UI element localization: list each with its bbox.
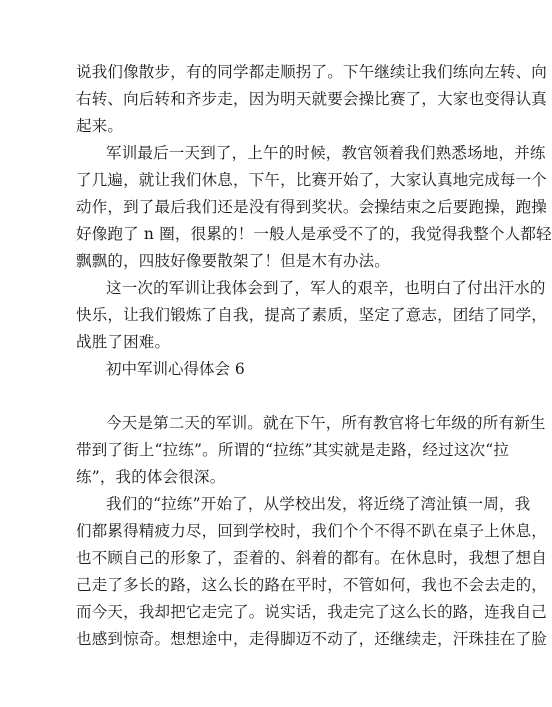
paragraph-line: 而今天，我却把它走完了。说实话，我走完了这么长的路，连我自己 xyxy=(76,603,548,621)
paragraph-line: 了几遍，就让我们休息，下午，比赛开始了，大家认真地完成每一个 xyxy=(76,171,548,189)
paragraph-line: 动作，到了最后我们还是没有得到奖状。会操结束之后要跑操，跑操 xyxy=(76,198,548,216)
section-heading: 初中军训心得体会 6 xyxy=(106,360,245,378)
paragraph-line: 我们的“拉练”开始了，从学校出发，将近绕了湾沚镇一周，我 xyxy=(106,495,531,513)
paragraph-line: 好像跑了 n 圈，很累的！一般人是承受不了的，我觉得我整个人都轻 xyxy=(76,225,552,243)
paragraph-line: 飘飘的，四肢好像要散架了！但是木有办法。 xyxy=(76,252,391,270)
paragraph-line: 练”，我的体会很深。 xyxy=(76,468,226,486)
paragraph-line: 也感到惊奇。想想途中，走得脚迈不动了，还继续走，汗珠挂在了脸 xyxy=(76,630,548,648)
paragraph-line: 也不顾自己的形象了，歪着的、斜着的都有。在休息时，我想了想自 xyxy=(76,549,548,567)
paragraph-line: 快乐，让我们锻炼了自我，提高了素质，坚定了意志，团结了同学， xyxy=(76,306,548,324)
paragraph-line: 己走了多长的路，这么长的路在平时，不管如何，我也不会去走的， xyxy=(76,576,548,594)
paragraph-line: 右转、向后转和齐步走，因为明天就要会操比赛了，大家也变得认真 xyxy=(76,90,548,108)
paragraph-line: 战胜了困难。 xyxy=(76,333,171,351)
paragraph-line: 们都累得精疲力尽，回到学校时，我们个个不得不趴在桌子上休息， xyxy=(76,522,548,540)
paragraph-line: 起来。 xyxy=(76,117,124,135)
paragraph-line: 今天是第二天的军训。就在下午，所有教官将七年级的所有新生 xyxy=(106,414,546,432)
paragraph-line: 军训最后一天到了，上午的时候，教官领着我们熟悉场地，并练 xyxy=(106,144,546,162)
paragraph-line: 这一次的军训让我体会到了，军人的艰辛，也明白了付出汗水的 xyxy=(106,279,546,297)
paragraph-line: 带到了街上“拉练”。所谓的“拉练”其实就是走路，经过这次“拉 xyxy=(76,441,510,459)
paragraph-line: 说我们像散步，有的同学都走顺拐了。下午继续让我们练向左转、向 xyxy=(76,63,548,81)
